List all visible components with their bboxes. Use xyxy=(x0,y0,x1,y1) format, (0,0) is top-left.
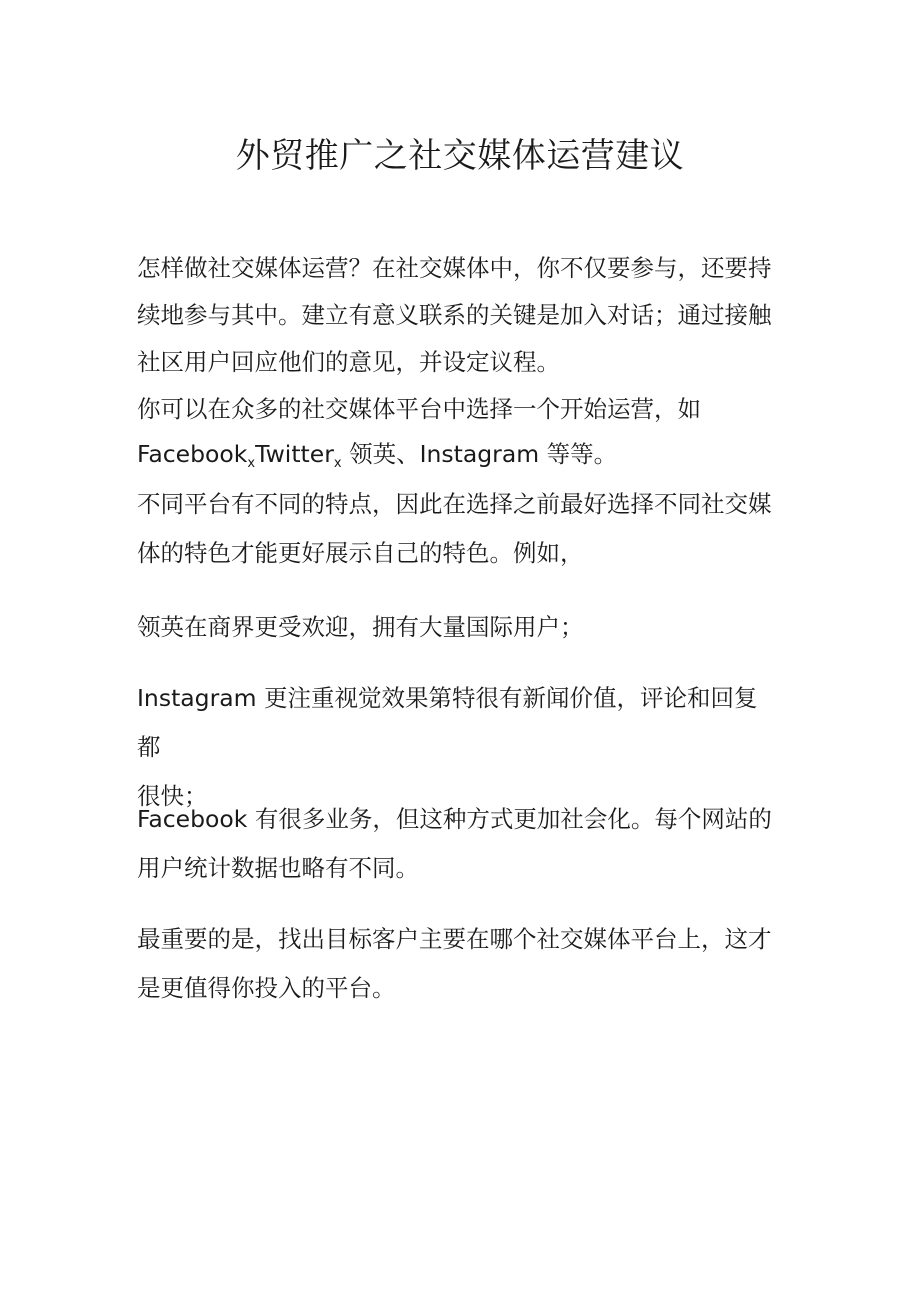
paragraph-platform-choice xyxy=(137,387,777,486)
platform-twitter: Twitter xyxy=(255,440,334,468)
paragraph-intro: 怎样做社交媒体运营？在社交媒体中，你不仅要参与，还要持 续地参与其中。建立有意义联系的关键是加入对话；通过接触 社区用户回应他们的意见，并设定议程。 xyxy=(137,254,772,376)
document-title: 外贸推广之社交媒体运营建议 xyxy=(235,136,685,176)
paragraph-platform-choice-text: 你可以在众多的社交媒体平台中选择一个开始运营，如 Facebook xyxy=(137,395,701,468)
separator-x-1: x xyxy=(247,456,256,471)
paragraph-linkedin: 领英在商界更受欢迎，拥有大量国际用户； xyxy=(137,613,584,641)
paragraph-platform-features: 不同平台有不同的特点，因此在选择之前最好选择不同社交媒 体的特色才能更好展示自己的特色。例如， xyxy=(137,490,772,567)
paragraph-facebook: Facebook 有很多业务，但这种方式更加社会化。每个网站的 用户统计数据也略有不同。 xyxy=(137,805,772,882)
paragraph-instagram: Instagram 更注重视觉效果第特很有新闻价值，评论和回复都 很快； xyxy=(137,684,758,810)
paragraph-conclusion: 最重要的是，找出目标客户主要在哪个社交媒体平台上，这才 是更值得你投入的平台。 xyxy=(137,925,772,1002)
separator-x-2: x xyxy=(333,456,342,471)
platform-rest: 领英、Instagram 等等。 xyxy=(341,440,618,468)
